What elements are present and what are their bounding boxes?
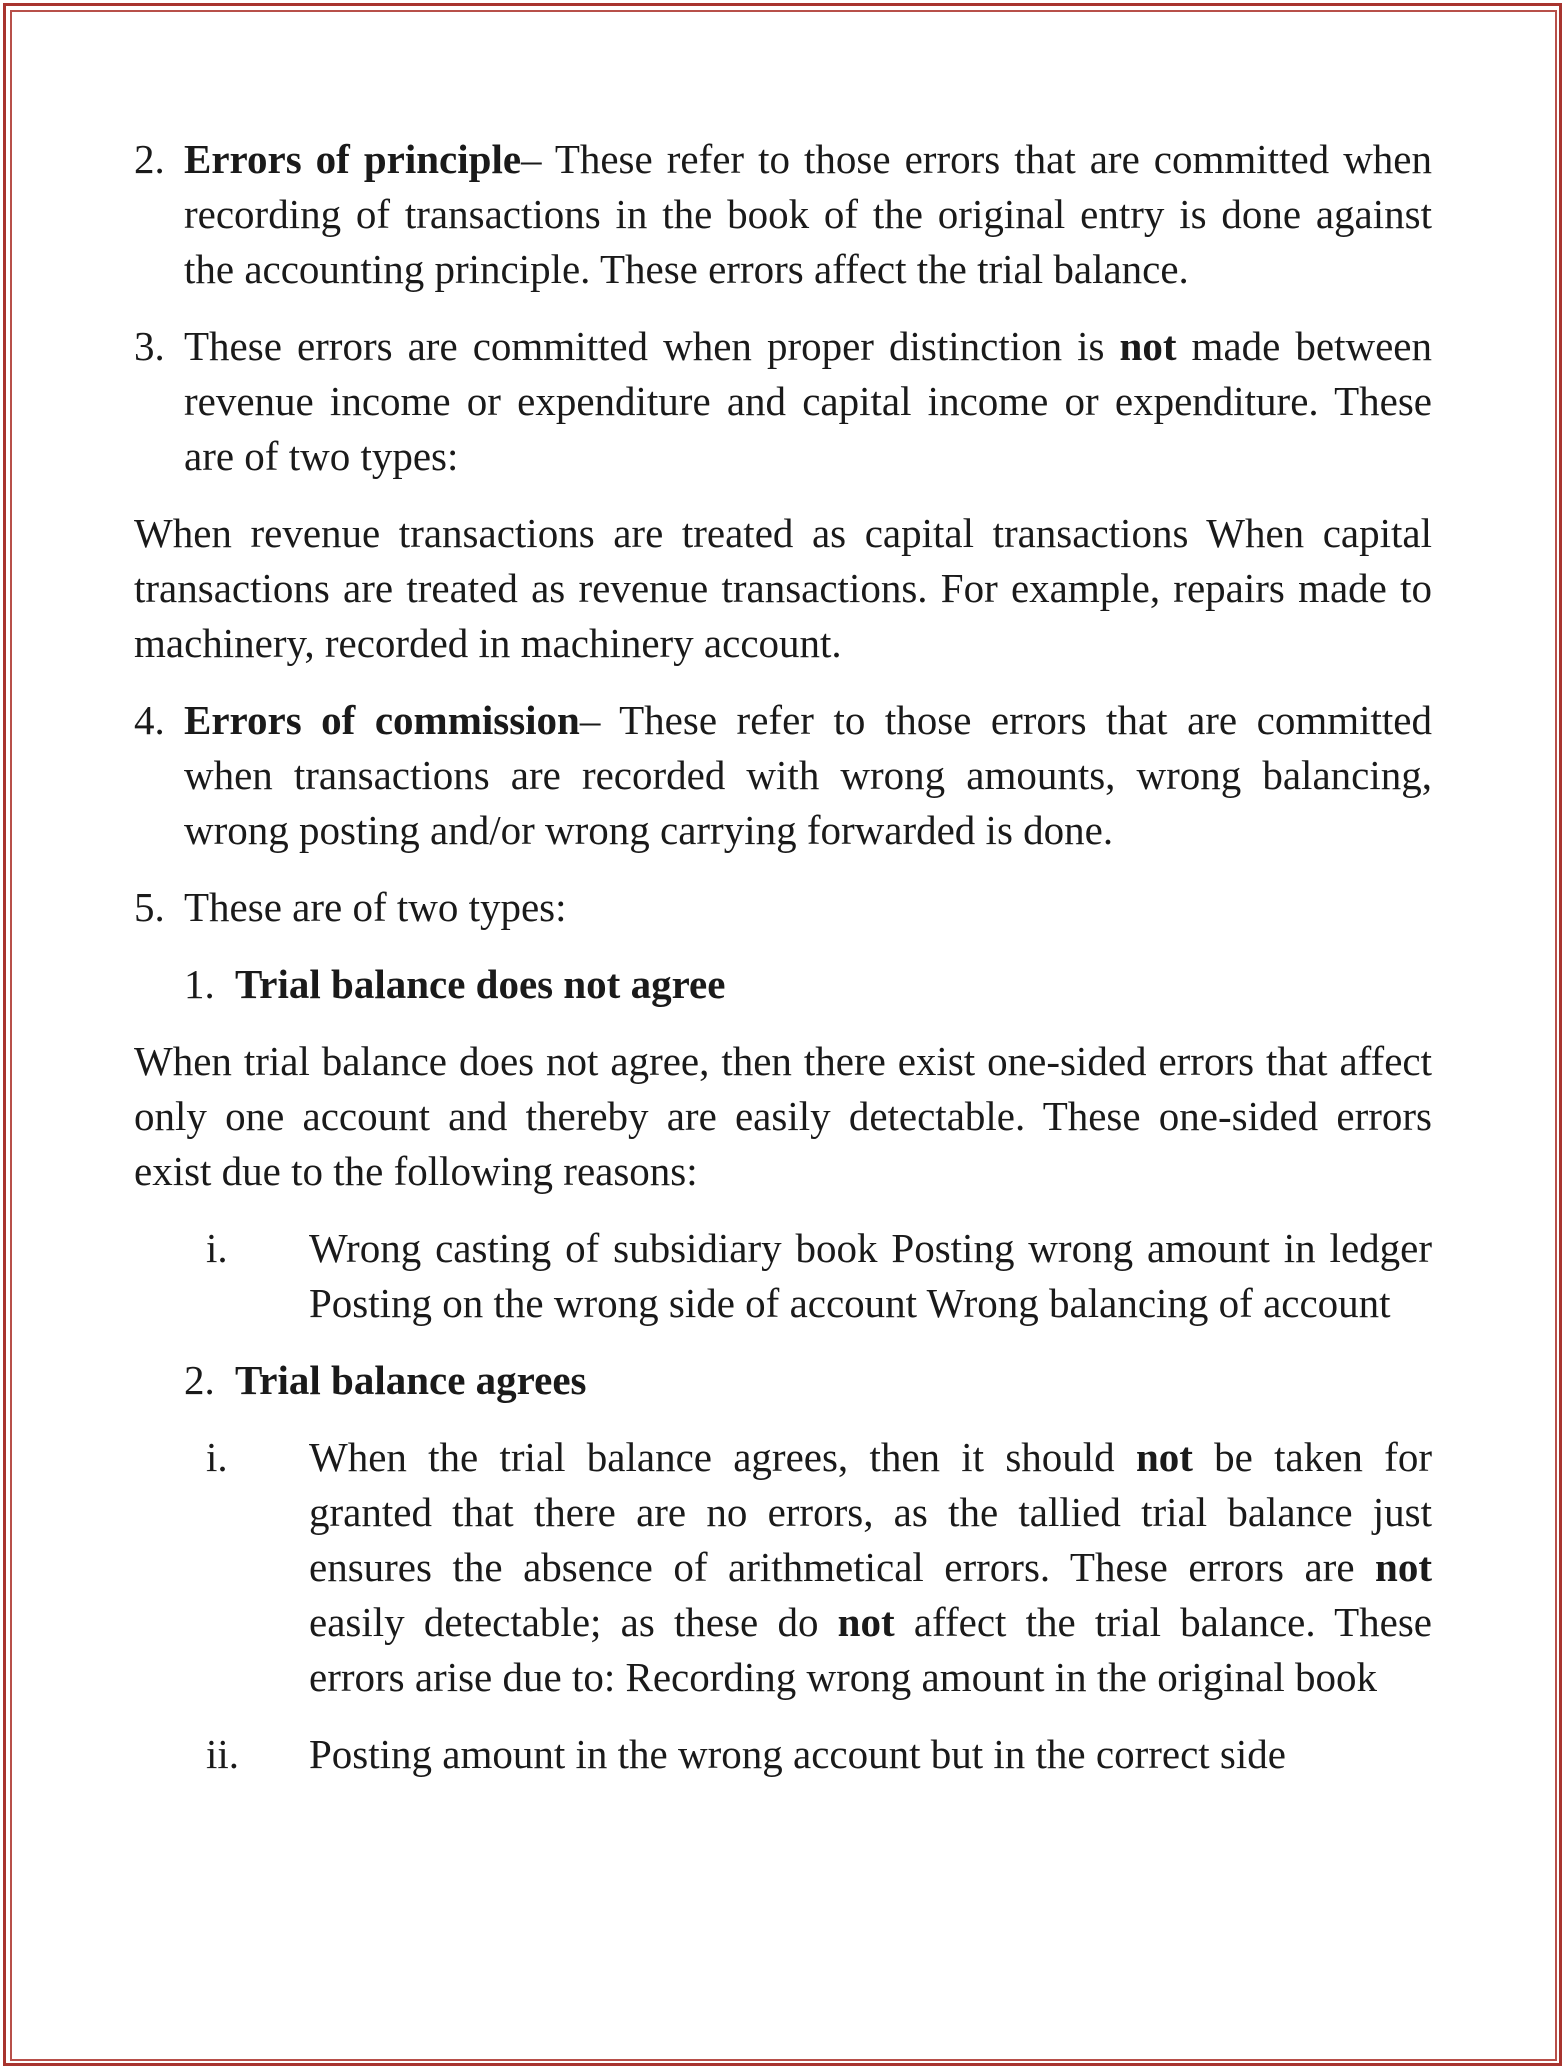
item-text: These are of two types: — [184, 884, 567, 930]
roman-text: Wrong casting of subsidiary book Posting wrong amount in ledger Posting on the wrong side of account Wrong balancing of account — [309, 1225, 1432, 1326]
sub-number: 2. — [184, 1357, 215, 1403]
roman-item-2 — [134, 1430, 1432, 1705]
emphasis-not: not — [1375, 1544, 1432, 1590]
roman-text-4: affect the trial balance. These errors arise due to: Recording wrong amount in the original book — [309, 1599, 1432, 1700]
emphasis-not: not — [1119, 323, 1177, 369]
list-number: 4. — [134, 697, 165, 743]
document-body — [134, 132, 1432, 1804]
item-text: These refer to those errors that are committed when transactions are recorded with wrong amounts, wrong balancing, wrong posting and/or wrong carrying forwarded is done. — [184, 697, 1432, 853]
item-title: Errors of commission — [184, 697, 580, 743]
emphasis-not: not — [837, 1599, 895, 1645]
roman-item-1 — [134, 1221, 1432, 1331]
dash: – — [521, 136, 542, 182]
paragraph-one-sided-errors: When trial balance does not agree, then there exist one-sided errors that affect only one account and thereby are easily detectable. These one-sided errors exist due to the following reasons: — [134, 1038, 1432, 1194]
sub-title: Trial balance agrees — [235, 1357, 587, 1403]
roman-number: ii. — [206, 1731, 240, 1777]
list-item-3 — [134, 319, 1432, 484]
roman-text-3: easily detectable; as these do — [309, 1599, 838, 1645]
emphasis-not: not — [1135, 1434, 1193, 1480]
list-number: 2. — [134, 136, 165, 182]
dash: – — [579, 697, 601, 743]
list-item-5 — [134, 880, 1432, 935]
list-number: 3. — [134, 323, 165, 369]
list-number: 5. — [134, 884, 165, 930]
roman-text-2: be taken for granted that there are no errors, as the tallied trial balance just ensures the absence of arithmetical errors. These errors are — [309, 1434, 1432, 1590]
sub-number: 1. — [184, 961, 215, 1007]
item-text-b: made between revenue income or expenditure and capital income or expenditure. These are of two types: — [184, 323, 1432, 479]
item-title: Errors of principle — [184, 136, 522, 182]
roman-number: i. — [206, 1225, 228, 1271]
roman-text: Posting amount in the wrong account but in the correct side — [309, 1731, 1286, 1777]
list-item-4 — [134, 693, 1432, 858]
sub-item-1 — [134, 957, 1432, 1012]
list-item-2 — [134, 132, 1432, 297]
sub-item-2 — [134, 1353, 1432, 1408]
item-text: These refer to those errors that are committed when recording of transactions in the book of the original entry is done against the accounting principle. These errors affect the trial balance. — [184, 136, 1432, 292]
sub-title: Trial balance does not agree — [235, 961, 726, 1007]
roman-text-1: When the trial balance agrees, then it should — [309, 1434, 1136, 1480]
roman-item-3 — [134, 1727, 1432, 1782]
item-text-a: These errors are committed when proper distinction is — [184, 323, 1120, 369]
paragraph-revenue-capital: When revenue transactions are treated as capital transactions When capital transactions are treated as revenue transactions. For example, repairs made to machinery, recorded in machinery account. — [134, 510, 1432, 666]
roman-number: i. — [206, 1434, 228, 1480]
